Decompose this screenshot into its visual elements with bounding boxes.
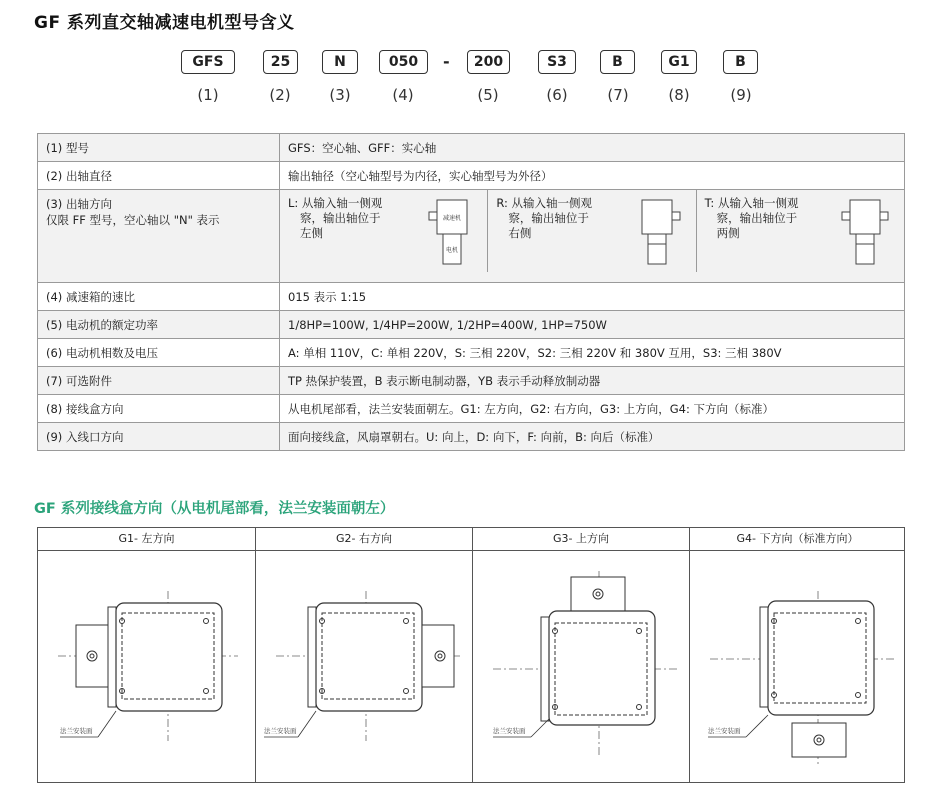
code-num-5: (5) — [477, 86, 499, 104]
motor-right-shaft-icon — [636, 198, 682, 268]
dir-T-line1: T: 从输入轴一侧观 — [704, 196, 799, 210]
code-num-3: (3) — [329, 86, 351, 104]
dir-L-line1: L: 从输入轴一侧观 — [288, 196, 383, 210]
flange-label: 法兰安装面 — [493, 727, 526, 735]
row-value: 从电机尾部看，法兰安装面朝左。G1: 左方向，G2: 右方向，G3: 上方向，G4: 下方向（标准） — [280, 395, 905, 423]
row-key: (7) 可选附件 — [38, 367, 280, 395]
g1-column — [38, 528, 255, 782]
spec-table — [37, 133, 905, 451]
code-num-2: (2) — [269, 86, 291, 104]
reducer-label: 减速机 — [443, 215, 462, 222]
code-num-8: (8) — [668, 86, 690, 104]
motor-label: 电机 — [446, 247, 459, 254]
code-num-1: (1) — [197, 86, 219, 104]
row-key: (8) 接线盒方向 — [38, 395, 280, 423]
code-box-1: GFS — [181, 50, 235, 74]
row-value: A: 单相 110V，C: 单相 220V，S: 三相 220V，S2: 三相 220V 和 380V 互用，S3: 三相 380V — [280, 339, 905, 367]
motor-both-shaft-icon — [840, 198, 890, 268]
g4-diagram — [690, 551, 905, 781]
direction-options — [280, 190, 905, 283]
code-box-3: N — [322, 50, 358, 74]
row-key: (5) 电动机的额定功率 — [38, 311, 280, 339]
g1-header: G1- 左方向 — [38, 528, 255, 551]
g1-diagram — [38, 551, 254, 781]
code-num-9: (9) — [730, 86, 752, 104]
table-row-direction — [38, 190, 905, 283]
direction-L — [280, 190, 487, 272]
table-row — [38, 367, 905, 395]
code-num-6: (6) — [546, 86, 568, 104]
dir-L-line3: 左侧 — [300, 226, 323, 240]
row-key-line2: 仅限 FF 型号，空心轴以 "N" 表示 — [46, 213, 220, 227]
dir-T-line2: 察，输出轴位于 — [716, 211, 798, 225]
g4-column — [689, 528, 905, 782]
code-box-5: 200 — [467, 50, 510, 74]
g3-column — [472, 528, 689, 782]
row-key: (1) 型号 — [38, 134, 280, 162]
page-title: GF 系列直交轴减速电机型号含义 — [34, 13, 295, 33]
code-dash: - — [443, 52, 450, 71]
g2-diagram — [256, 551, 472, 781]
code-num-4: (4) — [392, 86, 414, 104]
code-box-6: S3 — [538, 50, 576, 74]
row-value: TP 热保护装置，B 表示断电制动器，YB 表示手动释放制动器 — [280, 367, 905, 395]
row-key: (6) 电动机相数及电压 — [38, 339, 280, 367]
code-box-9: B — [723, 50, 758, 74]
motor-left-shaft-icon — [427, 198, 473, 268]
row-key: (2) 出轴直径 — [38, 162, 280, 190]
g3-diagram — [473, 551, 689, 781]
code-num-7: (7) — [607, 86, 629, 104]
g2-header: G2- 右方向 — [256, 528, 472, 551]
g2-column — [255, 528, 472, 782]
direction-R — [487, 190, 695, 272]
table-row — [38, 162, 905, 190]
row-value: 输出轴径（空心轴型号为内径，实心轴型号为外径） — [280, 162, 905, 190]
dir-T-line3: 两侧 — [716, 226, 740, 240]
direction-T — [696, 190, 904, 272]
row-key: (9) 入线口方向 — [38, 423, 280, 451]
row-key-line1: (3) 出轴方向 — [46, 197, 112, 211]
g3-header: G3- 上方向 — [473, 528, 689, 551]
code-box-7: B — [600, 50, 635, 74]
flange-label: 法兰安装面 — [264, 727, 297, 735]
table-row — [38, 339, 905, 367]
dir-L-line2: 察，输出轴位于 — [300, 211, 381, 225]
table-row — [38, 311, 905, 339]
dir-R-line2: 察，输出轴位于 — [508, 211, 589, 225]
g4-header: G4- 下方向（标准方向） — [690, 528, 905, 551]
table-row — [38, 134, 905, 162]
flange-label: 法兰安装面 — [708, 727, 741, 735]
table-row — [38, 395, 905, 423]
row-value: 1/8HP=100W, 1/4HP=200W, 1/2HP=400W, 1HP=750W — [280, 311, 905, 339]
section-title: GF 系列接线盒方向（从电机尾部看，法兰安装面朝左） — [34, 501, 395, 517]
row-value: 面向接线盒，风扇罩朝右。U: 向上，D: 向下，F: 向前，B: 向后（标准） — [280, 423, 905, 451]
flange-label: 法兰安装面 — [60, 727, 93, 735]
table-row — [38, 283, 905, 311]
code-box-2: 25 — [263, 50, 298, 74]
junction-box-direction-panel — [37, 527, 905, 783]
code-box-4: 050 — [379, 50, 428, 74]
table-row — [38, 423, 905, 451]
model-code-row — [0, 48, 942, 108]
row-value: 015 表示 1:15 — [280, 283, 905, 311]
dir-R-line3: 右侧 — [508, 226, 532, 240]
row-value: GFS：空心轴、GFF：实心轴 — [280, 134, 905, 162]
row-key: (4) 减速箱的速比 — [38, 283, 280, 311]
dir-R-line1: R: 从输入轴一侧观 — [496, 196, 592, 210]
row-key — [38, 190, 280, 283]
code-box-8: G1 — [661, 50, 697, 74]
